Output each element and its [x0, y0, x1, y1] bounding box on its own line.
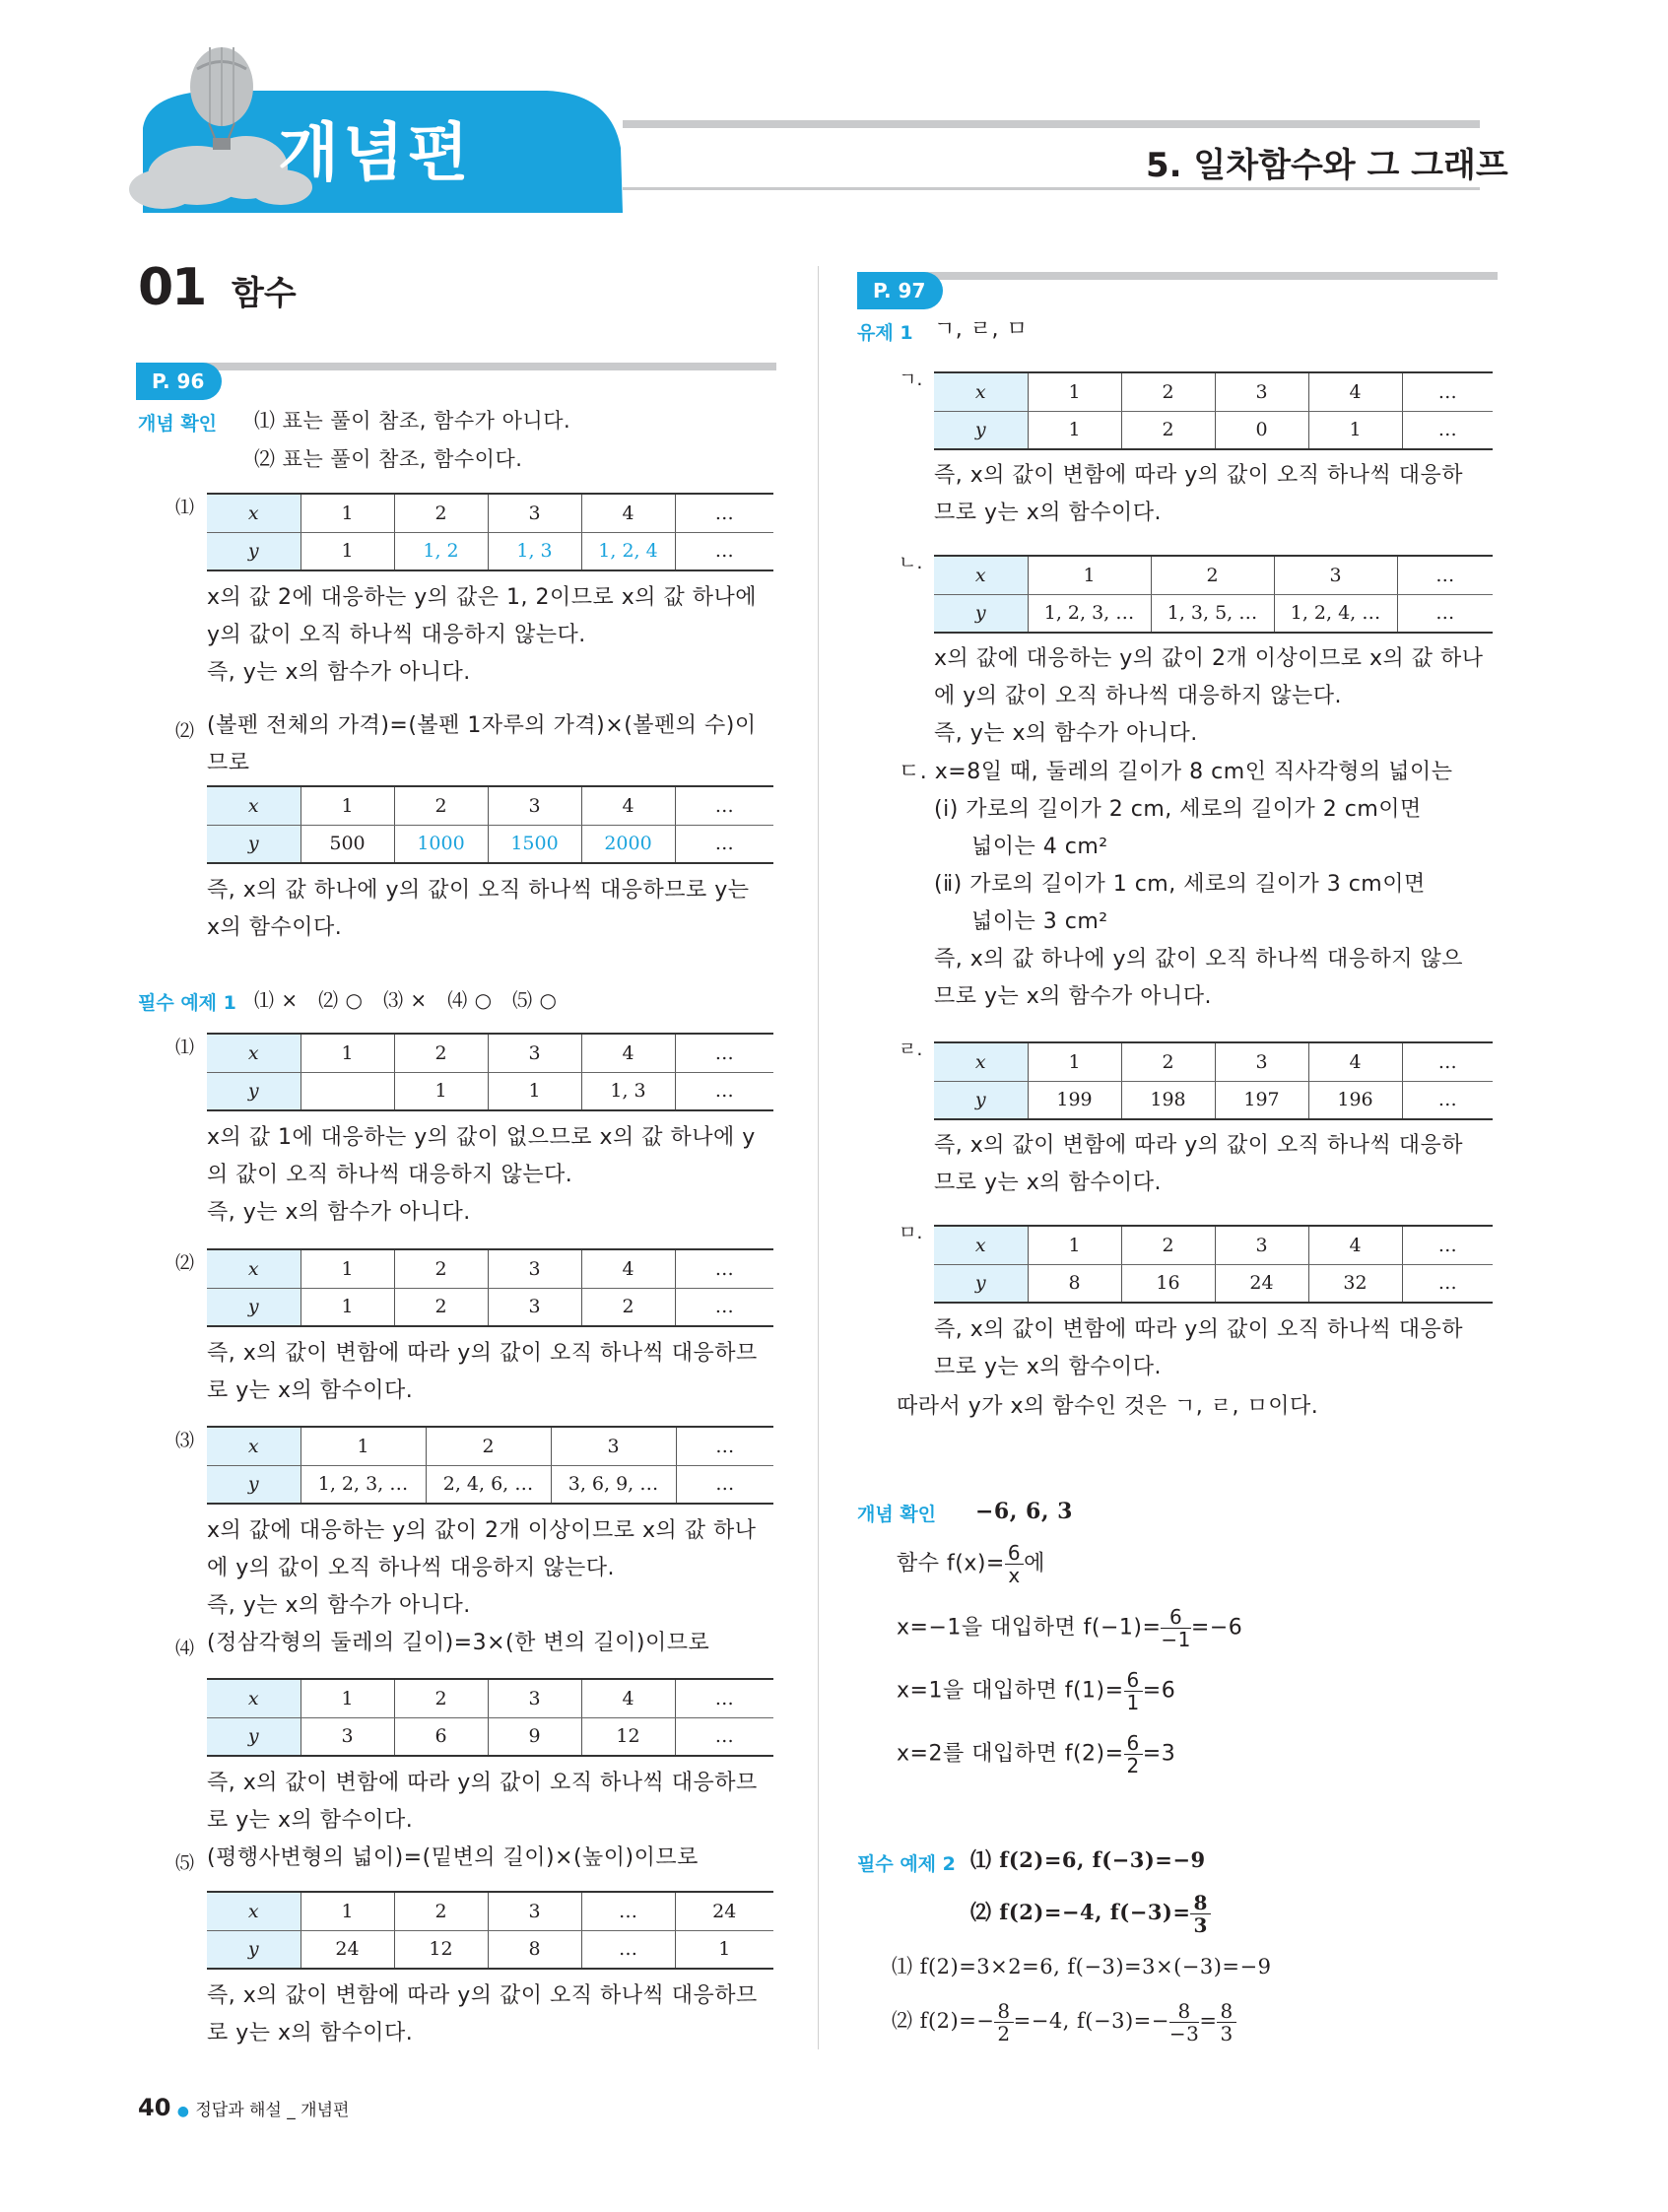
- table-cell: x: [207, 494, 300, 532]
- e2-text-2: 로 y는 x의 함수이다.: [207, 1378, 414, 1403]
- table-cell: 12: [581, 1717, 675, 1756]
- footer-dot: ●: [176, 2104, 189, 2119]
- concept-check-answer-2: −6, 6, 3: [975, 1499, 1073, 1524]
- table-cell: 9: [488, 1717, 581, 1756]
- table-cell: …: [675, 532, 773, 570]
- r3-text-1: 즉, x의 값 하나에 y의 값이 오직 하나씩 대응하지 않으: [934, 947, 1464, 972]
- table-cell: 2: [394, 1249, 488, 1288]
- table-cell: …: [581, 1930, 675, 1969]
- table-c1: [207, 493, 773, 571]
- table-cell: x: [207, 1249, 300, 1288]
- table-c2: [207, 785, 773, 864]
- table-cell: …: [675, 494, 773, 532]
- table-cell: 4: [1308, 1042, 1402, 1081]
- table-cell: 4: [1308, 1226, 1402, 1264]
- page-number: 40: [138, 2094, 171, 2121]
- page-tag-p96: P. 96: [136, 363, 222, 400]
- table-cell: 2: [1121, 1226, 1215, 1264]
- e1-text-1: x의 값 1에 대응하는 y의 값이 없으므로 x의 값 하나에 y: [207, 1125, 756, 1150]
- item-tag: ⑶: [175, 1430, 195, 1451]
- e4-premise: (정삼각형의 둘레의 길이)=3×(한 변의 길이)이므로: [207, 1631, 710, 1655]
- banner-title: 개념편: [278, 117, 473, 190]
- example2-label: 필수 예제 2: [857, 1853, 956, 1875]
- table-cell: …: [581, 1892, 675, 1930]
- section-number: 01: [138, 258, 206, 317]
- example2-solution-2: [892, 2000, 1236, 2044]
- r2-text-1: x의 값에 대응하는 y의 값이 2개 이상이므로 x의 값 하나: [934, 646, 1484, 671]
- numerator: 8: [1190, 1892, 1210, 1914]
- table-cell: 3: [488, 1034, 581, 1072]
- table-cell: 2: [394, 1034, 488, 1072]
- table-cell: x: [934, 556, 1028, 594]
- table-cell: …: [675, 1072, 773, 1110]
- table-cell: 2, 4, 6, …: [426, 1465, 551, 1504]
- fraction: [1190, 1892, 1210, 1936]
- table-cell: x: [934, 1042, 1028, 1081]
- r3-case-1b: 넓이는 4 cm²: [971, 835, 1108, 859]
- item-tag: ⑴: [175, 497, 195, 518]
- item-tag: ⑵: [175, 720, 195, 742]
- c2-premise-2: 므로: [207, 751, 250, 775]
- concept-answer-1: ⑴ 표는 풀이 참조, 함수가 아니다.: [254, 409, 571, 433]
- sub-text: x=−1을 대입하면 f(−1)=: [897, 1615, 1162, 1641]
- e4-text-1: 즉, x의 값이 변함에 따라 y의 값이 오직 하나씩 대응하므: [207, 1771, 758, 1795]
- table-cell: y: [207, 1717, 300, 1756]
- numerator: 6: [1124, 1669, 1143, 1692]
- table-cell: y: [207, 532, 300, 570]
- fraction: [1005, 1542, 1024, 1586]
- denominator: x: [1008, 1564, 1021, 1587]
- table-cell: …: [675, 1717, 773, 1756]
- example1-label: 필수 예제 1: [138, 992, 236, 1014]
- table-cell: y: [934, 1081, 1028, 1119]
- e5-premise: (평행사변형의 넓이)=(밑변의 길이)×(높이)이므로: [207, 1845, 699, 1870]
- table-cell: 1, 2, 4, …: [1274, 594, 1397, 633]
- item-tag: ⑴: [175, 1037, 195, 1058]
- table-cell: 3: [488, 1288, 581, 1326]
- table-cell: [300, 1072, 394, 1110]
- r3-text-0: ㄷ. x=8일 때, 둘레의 길이가 8 cm인 직사각형의 넓이는: [899, 760, 1453, 784]
- fraction: [994, 2000, 1013, 2044]
- table-cell: …: [1402, 1042, 1493, 1081]
- table-cell: y: [934, 1264, 1028, 1303]
- fraction: [1124, 1669, 1143, 1713]
- table-cell: 8: [488, 1930, 581, 1969]
- table-cell: y: [207, 1930, 300, 1969]
- table-cell: 2: [394, 1288, 488, 1326]
- header-graphic: [0, 0, 1668, 227]
- c1-text-1: x의 값 2에 대응하는 y의 값은 1, 2이므로 x의 값 하나에: [207, 585, 758, 610]
- table-cell: y: [207, 1465, 300, 1504]
- table-cell: x: [207, 1679, 300, 1717]
- table-cell: 1: [300, 1034, 394, 1072]
- fraction: [1124, 1732, 1143, 1776]
- table-cell: 1: [1028, 1042, 1121, 1081]
- c1-text-3: 즉, y는 x의 함수가 아니다.: [207, 660, 471, 685]
- item-tag: ⑵: [175, 1252, 195, 1274]
- table-cell: …: [1402, 1226, 1493, 1264]
- table-cell: …: [1402, 372, 1493, 411]
- denominator: 1: [1126, 1691, 1140, 1714]
- table-cell: …: [675, 1288, 773, 1326]
- table-cell: …: [1402, 411, 1493, 449]
- fraction: [1217, 2000, 1235, 2044]
- table-cell: y: [207, 825, 300, 863]
- table-e3: [207, 1426, 773, 1505]
- table-cell: 1, 3: [488, 532, 581, 570]
- table-cell: 3: [551, 1427, 676, 1465]
- table-cell: 196: [1308, 1081, 1402, 1119]
- table-cell: 2000: [581, 825, 675, 863]
- table-cell: 1, 3: [581, 1072, 675, 1110]
- table-cell: …: [1402, 1264, 1493, 1303]
- page-tag-left-bar: [136, 363, 776, 370]
- table-cell: 24: [1215, 1264, 1308, 1303]
- concept-answer-2: ⑵ 표는 풀이 참조, 함수이다.: [254, 447, 523, 471]
- numerator: 8: [1217, 2000, 1235, 2023]
- table-cell: 1: [300, 494, 394, 532]
- table-cell: 1, 2: [394, 532, 488, 570]
- c2-premise-1: (볼펜 전체의 가격)=(볼펜 1자루의 가격)×(볼펜의 수)이: [207, 713, 757, 738]
- table-cell: …: [1397, 594, 1493, 633]
- header-banner: [0, 0, 1668, 227]
- table-cell: 24: [300, 1930, 394, 1969]
- table-cell: 3: [488, 1679, 581, 1717]
- table-r2: [934, 555, 1493, 634]
- table-cell: 1: [1308, 411, 1402, 449]
- table-cell: 1: [300, 532, 394, 570]
- numerator: 8: [994, 2000, 1013, 2023]
- table-r5: [934, 1225, 1493, 1304]
- table-cell: 1: [300, 1892, 394, 1930]
- table-cell: 4: [581, 494, 675, 532]
- exercise1-answer: ㄱ, ㄹ, ㅁ: [934, 317, 1029, 342]
- concept-check-label: 개념 확인: [138, 413, 218, 435]
- table-e2: [207, 1248, 773, 1327]
- column-divider: [818, 266, 819, 2049]
- chapter-number: 5.: [1146, 146, 1182, 185]
- answer-text: ⑵ f(2)=−4, f(−3)=: [970, 1900, 1191, 1924]
- table-cell: 1: [1028, 411, 1121, 449]
- item-tag: ㄹ.: [899, 1039, 923, 1060]
- table-cell: 1: [488, 1072, 581, 1110]
- r4-text-2: 므로 y는 x의 함수이다.: [934, 1171, 1163, 1195]
- r3-case-1: (ⅰ) 가로의 길이가 2 cm, 세로의 길이가 2 cm이면: [934, 797, 1422, 822]
- sub-line-1: [897, 1606, 1242, 1650]
- item-tag: ㄱ.: [899, 369, 923, 390]
- table-cell: 4: [581, 1679, 675, 1717]
- table-cell: 199: [1028, 1081, 1121, 1119]
- item-tag: ㅁ.: [899, 1222, 923, 1243]
- table-cell: 12: [394, 1930, 488, 1969]
- table-cell: 32: [1308, 1264, 1402, 1303]
- table-cell: 3: [1215, 1042, 1308, 1081]
- c1-text-2: y의 값이 오직 하나씩 대응하지 않는다.: [207, 623, 586, 647]
- table-cell: 3: [488, 1892, 581, 1930]
- table-cell: 198: [1121, 1081, 1215, 1119]
- table-cell: 2: [394, 1679, 488, 1717]
- denominator: 3: [1193, 1913, 1208, 1937]
- table-r4: [934, 1041, 1493, 1120]
- exercise1-label: 유제 1: [857, 322, 913, 344]
- e1-text-2: 의 값이 오직 하나씩 대응하지 않는다.: [207, 1163, 573, 1187]
- e4-text-2: 로 y는 x의 함수이다.: [207, 1808, 414, 1833]
- table-cell: y: [207, 1288, 300, 1326]
- table-cell: 2: [426, 1427, 551, 1465]
- example2-answer-1: ⑴ f(2)=6, f(−3)=−9: [970, 1847, 1206, 1872]
- table-cell: 3, 6, 9, …: [551, 1465, 676, 1504]
- table-cell: …: [675, 1249, 773, 1288]
- denominator: 2: [997, 2022, 1011, 2045]
- table-cell: 3: [488, 494, 581, 532]
- example2-solution-1: ⑴ f(2)=3×2=6, f(−3)=3×(−3)=−9: [892, 1955, 1272, 1978]
- r5-text-1: 즉, x의 값이 변함에 따라 y의 값이 오직 하나씩 대응하: [934, 1317, 1464, 1342]
- section-title: 함수: [232, 274, 297, 313]
- table-cell: 1: [675, 1930, 773, 1969]
- c2-text-1: 즉, x의 값 하나에 y의 값이 오직 하나씩 대응하므로 y는: [207, 878, 750, 903]
- numerator: 6: [1005, 1542, 1024, 1565]
- table-cell: 1: [300, 1249, 394, 1288]
- numerator: 6: [1161, 1606, 1190, 1629]
- table-e4: [207, 1678, 773, 1757]
- chapter-heading: [1146, 138, 1508, 186]
- table-cell: …: [1397, 556, 1493, 594]
- concept-check-label-2: 개념 확인: [857, 1504, 937, 1525]
- r2-text-2: 에 y의 값이 오직 하나씩 대응하지 않는다.: [934, 684, 1343, 708]
- e5-text-1: 즉, x의 값이 변함에 따라 y의 값이 오직 하나씩 대응하므: [207, 1983, 758, 2008]
- table-cell: 8: [1028, 1264, 1121, 1303]
- denominator: 3: [1220, 2022, 1234, 2045]
- func-def: [897, 1542, 1045, 1586]
- table-cell: 2: [581, 1288, 675, 1326]
- table-cell: 3: [488, 786, 581, 825]
- table-cell: 1, 2, 3, …: [300, 1465, 426, 1504]
- footer-text: 정답과 해설 _ 개념편: [195, 2101, 350, 2120]
- c2-text-2: x의 함수이다.: [207, 915, 343, 940]
- r1-text-1: 즉, x의 값이 변함에 따라 y의 값이 오직 하나씩 대응하: [934, 463, 1464, 488]
- denominator: −1: [1161, 1628, 1191, 1651]
- table-cell: 3: [1215, 372, 1308, 411]
- e3-text-1: x의 값에 대응하는 y의 값이 2개 이상이므로 x의 값 하나: [207, 1518, 757, 1543]
- table-cell: 1: [300, 1427, 426, 1465]
- sub-result: =−6: [1190, 1615, 1243, 1641]
- table-cell: …: [675, 1679, 773, 1717]
- sol-text: =−4, f(−3)=−: [1013, 2009, 1169, 2033]
- table-cell: 0: [1215, 411, 1308, 449]
- denominator: 2: [1126, 1754, 1140, 1777]
- table-cell: 1500: [488, 825, 581, 863]
- table-cell: x: [934, 1226, 1028, 1264]
- table-cell: 2: [394, 786, 488, 825]
- table-cell: x: [207, 1427, 300, 1465]
- table-cell: 3: [488, 1249, 581, 1288]
- table-e1: [207, 1033, 773, 1111]
- table-cell: 24: [675, 1892, 773, 1930]
- sub-line-2: [897, 1669, 1175, 1713]
- sol-text: =: [1199, 2009, 1218, 2033]
- table-cell: 1: [300, 1288, 394, 1326]
- denominator: −3: [1168, 2022, 1200, 2045]
- exercise1-conclusion: 따라서 y가 x의 함수인 것은 ㄱ, ㄹ, ㅁ이다.: [897, 1394, 1319, 1419]
- table-cell: 4: [1308, 372, 1402, 411]
- table-cell: y: [934, 594, 1028, 633]
- table-cell: 3: [1215, 1226, 1308, 1264]
- sub-text: x=1을 대입하면 f(1)=: [897, 1678, 1124, 1704]
- table-cell: …: [675, 786, 773, 825]
- e3-text-2: 에 y의 값이 오직 하나씩 대응하지 않는다.: [207, 1556, 616, 1580]
- e1-text-3: 즉, y는 x의 함수가 아니다.: [207, 1200, 471, 1225]
- table-cell: 2: [1151, 556, 1274, 594]
- table-cell: 3: [300, 1717, 394, 1756]
- table-cell: 2: [1121, 372, 1215, 411]
- table-cell: 1: [1028, 1226, 1121, 1264]
- r4-text-1: 즉, x의 값이 변함에 따라 y의 값이 오직 하나씩 대응하: [934, 1133, 1464, 1158]
- example2-answer-2: [970, 1892, 1211, 1936]
- table-cell: 4: [581, 1034, 675, 1072]
- sub-result: =3: [1142, 1741, 1176, 1767]
- func-def-tail: 에: [1024, 1551, 1045, 1576]
- func-def-text: 함수 f(x)=: [897, 1551, 1005, 1576]
- table-cell: 500: [300, 825, 394, 863]
- table-e5: [207, 1891, 773, 1970]
- table-cell: 3: [1274, 556, 1397, 594]
- table-cell: x: [207, 1892, 300, 1930]
- page-tag-right-bar: [857, 272, 1498, 280]
- table-r1: [934, 371, 1493, 450]
- table-cell: 2: [394, 1892, 488, 1930]
- table-cell: 6: [394, 1717, 488, 1756]
- table-cell: 4: [581, 1249, 675, 1288]
- sub-result: =6: [1142, 1678, 1176, 1704]
- table-cell: …: [675, 825, 773, 863]
- table-cell: 1: [1028, 372, 1121, 411]
- table-cell: 1, 3, 5, …: [1151, 594, 1274, 633]
- item-tag: ㄴ.: [899, 552, 923, 573]
- table-cell: x: [207, 1034, 300, 1072]
- r3-case-2b: 넓이는 3 cm²: [971, 909, 1108, 934]
- table-cell: 1: [394, 1072, 488, 1110]
- example1-answers: ⑴ × ⑵ ○ ⑶ × ⑷ ○ ⑸ ○: [254, 988, 558, 1012]
- r5-text-2: 므로 y는 x의 함수이다.: [934, 1355, 1163, 1379]
- table-cell: 2: [394, 494, 488, 532]
- chapter-title: 일차함수와 그 그래프: [1193, 146, 1508, 185]
- table-cell: 4: [581, 786, 675, 825]
- table-cell: 1: [1028, 556, 1151, 594]
- table-cell: 1: [300, 786, 394, 825]
- r2-text-3: 즉, y는 x의 함수가 아니다.: [934, 721, 1198, 746]
- table-cell: 1000: [394, 825, 488, 863]
- sub-text: x=2를 대입하면 f(2)=: [897, 1741, 1124, 1767]
- table-cell: …: [1402, 1081, 1493, 1119]
- table-cell: …: [676, 1465, 773, 1504]
- table-cell: 2: [1121, 1042, 1215, 1081]
- table-cell: …: [675, 1034, 773, 1072]
- table-cell: 16: [1121, 1264, 1215, 1303]
- numerator: 8: [1169, 2000, 1199, 2023]
- numerator: 6: [1124, 1732, 1143, 1755]
- e3-text-3: 즉, y는 x의 함수가 아니다.: [207, 1593, 471, 1618]
- r3-text-2: 므로 y는 x의 함수가 아니다.: [934, 984, 1213, 1009]
- table-cell: …: [676, 1427, 773, 1465]
- fraction: [1161, 1606, 1190, 1650]
- r3-case-2: (ⅱ) 가로의 길이가 1 cm, 세로의 길이가 3 cm이면: [934, 872, 1426, 897]
- table-cell: 1: [300, 1679, 394, 1717]
- fraction: [1169, 2000, 1199, 2044]
- e2-text-1: 즉, x의 값이 변함에 따라 y의 값이 오직 하나씩 대응하므: [207, 1341, 758, 1366]
- item-tag: ⑷: [175, 1638, 195, 1659]
- table-cell: 1, 2, 4: [581, 532, 675, 570]
- sub-line-3: [897, 1732, 1175, 1776]
- table-cell: y: [207, 1072, 300, 1110]
- footer: [138, 2094, 349, 2121]
- sol-text: ⑵ f(2)=−: [892, 2009, 995, 2033]
- table-cell: 1, 2, 3, …: [1028, 594, 1151, 633]
- r1-text-2: 므로 y는 x의 함수이다.: [934, 501, 1163, 525]
- page-tag-p97: P. 97: [857, 272, 943, 309]
- table-cell: y: [934, 411, 1028, 449]
- table-cell: 2: [1121, 411, 1215, 449]
- e5-text-2: 로 y는 x의 함수이다.: [207, 2021, 414, 2045]
- table-cell: 197: [1215, 1081, 1308, 1119]
- table-cell: x: [207, 786, 300, 825]
- table-cell: x: [934, 372, 1028, 411]
- item-tag: ⑸: [175, 1852, 195, 1874]
